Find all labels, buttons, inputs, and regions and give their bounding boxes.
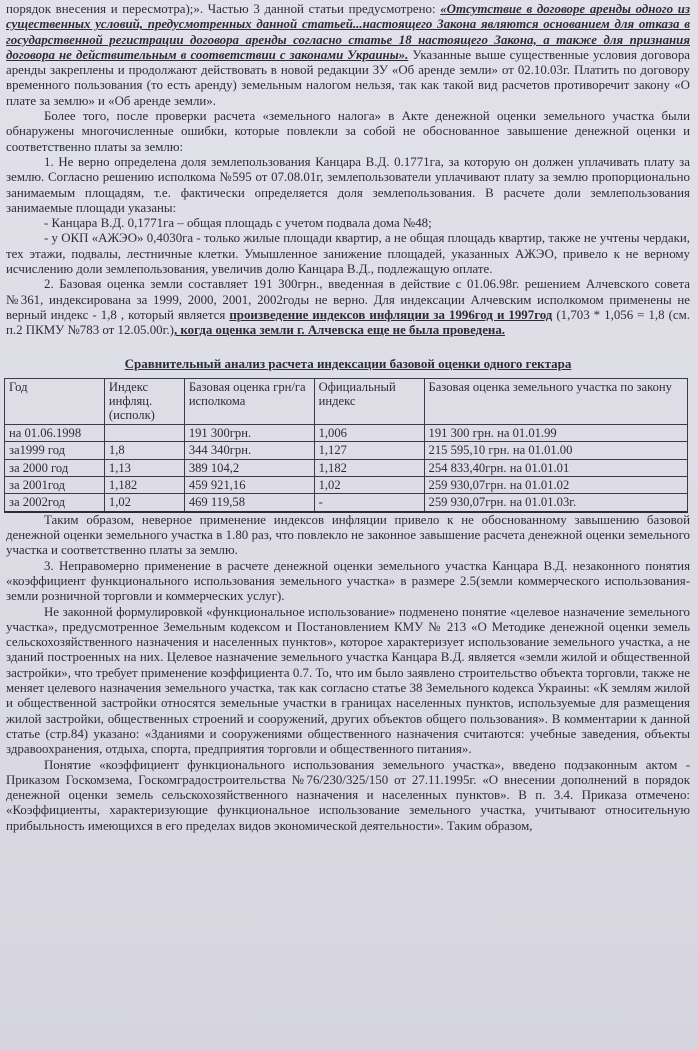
cell-year: за 2002год	[5, 494, 105, 512]
point-2-mid: (1,703 * 1,056 = 1,8 (см. п.2 ПКМУ №783 от 12.05.00г.)	[6, 307, 691, 338]
cell-index	[104, 424, 184, 441]
law-quote: «Отсутствие в договоре аренды одного из существенных условий, предусмотренных данной статьей...настоящего Закона являются основанием для отказа в государственной регистрации договора аренды согласно статье 18 настоящего Закона, а также для признания договора не действительным в соответствии с законами Украины».	[6, 2, 690, 62]
paragraph-more: Более того, после проверки расчета «земельного налога» в Акте денежной оценки земельного участка были обнаружены многочисленные ошибки, которые повлекли за собой не обоснованное завышение денежной оценки и соответственно платы за землю:	[6, 109, 690, 154]
cell-official-index: 1,02	[314, 476, 424, 493]
header-lawful-estimate: Базовая оценка земельного участка по закону	[424, 378, 687, 424]
point-1-text: 1. Не верно определена доля землепользования Канцара В.Д. 0.1771га, за которую он должен уплачивать плату за землю. Согласно решению исполкома №595 от 07.08.01г, землепользователи уплачивают плату за землю пропорционально занимаемым площадям, т.е. фактически определяется доля землепользования. В расчете доли землепользования занимаемые площади указаны:	[6, 154, 690, 215]
cell-index: 1,13	[104, 459, 184, 476]
table-row	[5, 424, 688, 441]
point-1-item-1: - Канцара В.Д. 0,1771га – общая площадь с учетом подвала дома №48;	[44, 216, 432, 231]
cell-official-index: 1,182	[314, 459, 424, 476]
cell-year: за 2001год	[5, 476, 105, 493]
cell-lawful: 259 930,07грн. на 01.01.03г.	[424, 494, 687, 512]
header-official-index: Официальный индекс	[314, 378, 424, 424]
point-2-bold-1: произведение индексов инфляции за 1996год и 1997год	[229, 307, 553, 322]
cell-estimate: 344 340грн.	[184, 442, 314, 459]
table-row	[5, 459, 688, 476]
table-row	[5, 476, 688, 493]
table-row	[5, 442, 688, 459]
cell-estimate: 459 921,16	[184, 476, 314, 493]
law-paragraph: Не законной формулировкой «функциональное использование» подменено понятие «целевое назначение земельного участка», предусмотренное Земельным кодексом и Постановлением КМУ № 213 «О Методике денежной оценки земель сельскохозяйственного назначения и населенных пунктов», которое характеризует использование земельного участка, а не зданий построенных на них. Целевое назначение земельного участка Канцара В.Д. является «земли жилой и общественной застройки», что требует применение коэффициента 0.7. То, что им было заявлено строительство объекта торговли, также не меняет целевого назначения земельного участка, так как согласно статье 38 Земельного кодекса Украины: «К землям жилой и общественной застройки относятся земельные участки в границах населенных пунктов, используемые для размещения жилой застройки, общественных строений и сооружений, других объектов общего пользования». В комментарии к данной статье (стр.84) указано: «Зданиями и сооружениями общественного назначения считаются: учебные заведения, объекты здравоохранения, отдыха, спорта, предприятия торговли и общественного питания».	[6, 604, 690, 757]
intro-line-start: порядок внесения и пересмотра);». Частью 3 данной статьи предусмотрено:	[6, 2, 441, 16]
cell-year: за 2000 год	[5, 459, 105, 476]
cell-lawful: 215 595,10 грн. на 01.01.00	[424, 442, 687, 459]
cell-index: 1,02	[104, 494, 184, 512]
cell-official-index: 1,006	[314, 424, 424, 441]
cell-estimate: 389 104,2	[184, 459, 314, 476]
cell-index: 1,182	[104, 476, 184, 493]
cell-year: за1999 год	[5, 442, 105, 459]
intro-rest: Указанные выше существенные условия договора аренды закреплены и продолжают действовать в новой редакции ЗУ «Об аренде земли» от 02.10.03г. Платить по договору временного пользования (то есть аренду) земельным налогом нельзя, так как такой вид расчетов противоречит закону «О плате за землю» и «Об аренде земли».	[6, 47, 690, 108]
indexation-table	[4, 378, 688, 513]
point-2-paragraph	[6, 277, 690, 338]
after-table-paragraph: Таким образом, неверное применение индексов инфляции привело к не обоснованному завышению базовой денежной оценки земельного участка в 1.80 раз, что повлекло не законное завышение расчета денежной оценки земельного участка и соответственно платы за землю.	[6, 512, 690, 558]
cell-year: на 01.06.1998	[5, 424, 105, 441]
point-1-item-2: - у ОКП «АЖЭО» 0,4030га - только жилые площади квартир, а не общая площадь квартир, также не учтены чердаки, тех этажи, подвалы, лестничные клетки. Умышленное занижение площадей, указанных АЖЭО, привело к не верному исчислению доли землепользования, увеличив долю Канцара В.Д., подлежащую оплате.	[6, 231, 690, 277]
point-2-text: 2. Базовая оценка земли составляет 191 300грн., введенная в действие с 01.06.98г. решением Алчевского совета №361, индексирована за 1999, 2000, 2001, 2002годы не верно. Для индексации Алчевским исполкомом применены не верный индекс - 1,8 , который является	[6, 277, 690, 322]
intro-paragraph	[6, 2, 690, 109]
cell-estimate: 191 300грн.	[184, 424, 314, 441]
point-2-bold-2: , когда оценка земли г. Алчевска еще не была проведена.	[173, 323, 506, 338]
concept-paragraph: Понятие «коэффициент функционального использования земельного участка», введено подзаконным актом - Приказом Госкомзема, Госкомградостроительства №76/230/325/150 от 27.11.1995г. «О внесении дополнений в порядок денежной оценки земель сельскохозяйственного назначения и населенных пунктов». В п. 3.4. Приказа отмечено: «Коэффициенты, характеризующие функциональное использование земельного участка, учитывают относительную прибыльность имеющихся в его пределах видов экономической деятельности». Таким образом,	[6, 757, 690, 833]
cell-official-index: 1,127	[314, 442, 424, 459]
header-base-estimate: Базовая оценка грн/га исполкома	[184, 378, 314, 424]
table-header-row	[5, 378, 688, 424]
table-caption: Сравнительный анализ расчета индексации базовой оценки одного гектара	[124, 355, 572, 371]
cell-estimate: 469 119,58	[184, 494, 314, 512]
cell-lawful: 191 300 грн. на 01.01.99	[424, 424, 687, 441]
header-year: Год	[5, 378, 105, 424]
header-inflation-index: Индекс инфляц. (исполк)	[104, 378, 184, 424]
cell-lawful: 254 833,40грн. на 01.01.01	[424, 459, 687, 476]
table-row	[5, 494, 688, 512]
point-3-paragraph: 3. Неправомерно применение в расчете денежной оценки земельного участка Канцара В.Д. незаконного понятия «коэффициент функционального использования земельного участка» в размере 2.5(земли коммерческого использования-земли розничной торговли и коммерческих услуг).	[6, 558, 690, 604]
cell-lawful: 259 930,07грн. на 01.01.02	[424, 476, 687, 493]
cell-official-index: -	[314, 494, 424, 512]
cell-index: 1,8	[104, 442, 184, 459]
